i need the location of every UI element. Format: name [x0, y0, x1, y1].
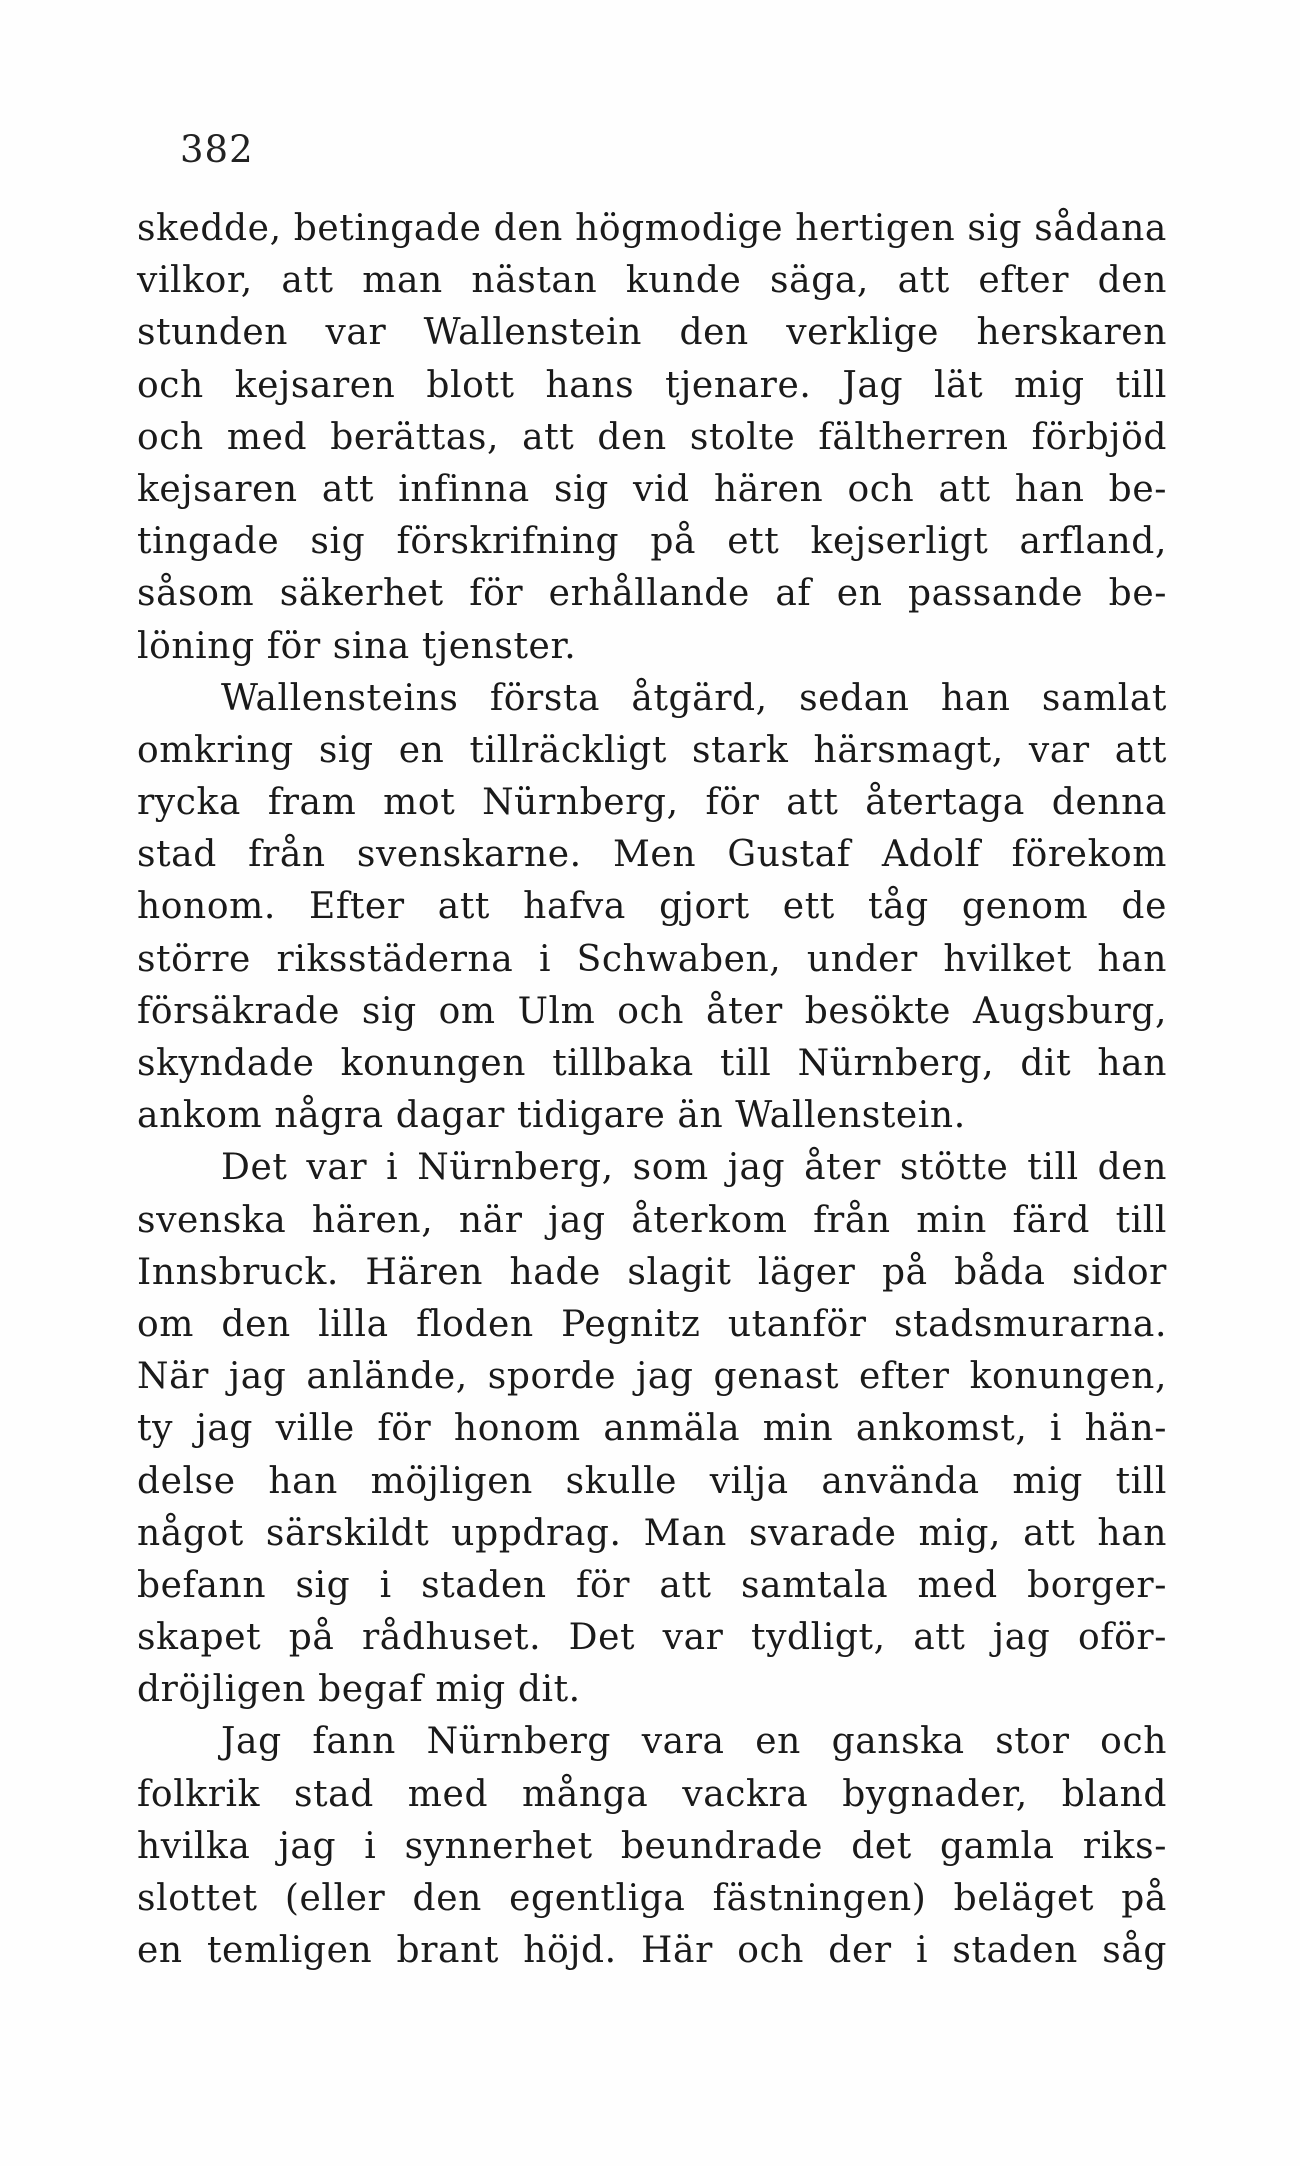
text-line: större riksstäderna i Schwaben, under hvilket han	[137, 938, 1167, 980]
text-line: skedde, betingade den högmodige hertigen sig sådana	[137, 208, 1167, 249]
text-line: Innsbruck. Hären hade slagit läger på båda sidor	[137, 1251, 1167, 1293]
text-line: såsom säkerhet för erhållande af en passande be-	[137, 573, 1167, 615]
text-line: ty jag ville för honom anmäla min ankomst, i hän-	[137, 1408, 1167, 1450]
text-line: stunden var Wallenstein den verklige herskaren	[137, 312, 1167, 354]
text-line: svenska hären, när jag återkom från min färd till	[137, 1199, 1167, 1241]
text-line: något särskildt uppdrag. Man svarade mig, att han	[137, 1512, 1167, 1554]
text-line: honom. Efter att hafva gjort ett tåg genom de	[137, 886, 1167, 928]
text-line: löning för sina tjenster.	[137, 625, 577, 667]
page-number: 382	[180, 128, 254, 171]
text-line: slottet (eller den egentliga fästningen) beläget på	[137, 1878, 1167, 1919]
body-text	[137, 203, 1167, 1977]
text-line: hvilka jag i synnerhet beundrade det gamla riks-	[137, 1825, 1167, 1867]
text-line: och med berättas, att den stolte fältherren förbjöd	[137, 416, 1167, 458]
text-line: folkrik stad med många vackra bygnader, bland	[137, 1773, 1167, 1815]
text-line: en temligen brant höjd. Här och der i staden såg	[137, 1930, 1167, 1972]
text-line: om den lilla floden Pegnitz utanför stadsmurarna.	[137, 1303, 1167, 1345]
text-line: stad från svenskarne. Men Gustaf Adolf förekom	[137, 834, 1167, 876]
text-line: och kejsaren blott hans tjenare. Jag lät mig till	[137, 364, 1167, 406]
text-line: ankom några dagar tidigare än Wallenstein.	[137, 1095, 966, 1137]
text-line: Wallensteins första åtgärd, sedan han samlat	[221, 677, 1167, 719]
text-line: omkring sig en tillräckligt stark härsmagt, var att	[137, 729, 1167, 771]
text-line: rycka fram mot Nürnberg, för att återtaga denna	[137, 782, 1167, 824]
text-line: delse han möjligen skulle vilja använda mig till	[137, 1460, 1167, 1502]
text-line: skapet på rådhuset. Det var tydligt, att jag oför-	[137, 1617, 1167, 1659]
text-line: vilkor, att man nästan kunde säga, att efter den	[137, 260, 1167, 302]
text-line: skyndade konungen tillbaka till Nürnberg, dit han	[137, 1043, 1167, 1084]
text-line: försäkrade sig om Ulm och åter besökte Augsburg,	[137, 990, 1167, 1032]
text-line: Det var i Nürnberg, som jag åter stötte till den	[221, 1147, 1167, 1189]
text-line: dröjligen begaf mig dit.	[137, 1669, 581, 1711]
text-line: Jag fann Nürnberg vara en ganska stor och	[221, 1721, 1167, 1763]
text-line: befann sig i staden för att samtala med borger-	[137, 1564, 1167, 1606]
text-line: kejsaren att infinna sig vid hären och att han be-	[137, 468, 1167, 510]
text-line: tingade sig förskrifning på ett kejserligt arfland,	[137, 521, 1167, 563]
text-line: När jag anlände, sporde jag genast efter konungen,	[137, 1356, 1167, 1398]
